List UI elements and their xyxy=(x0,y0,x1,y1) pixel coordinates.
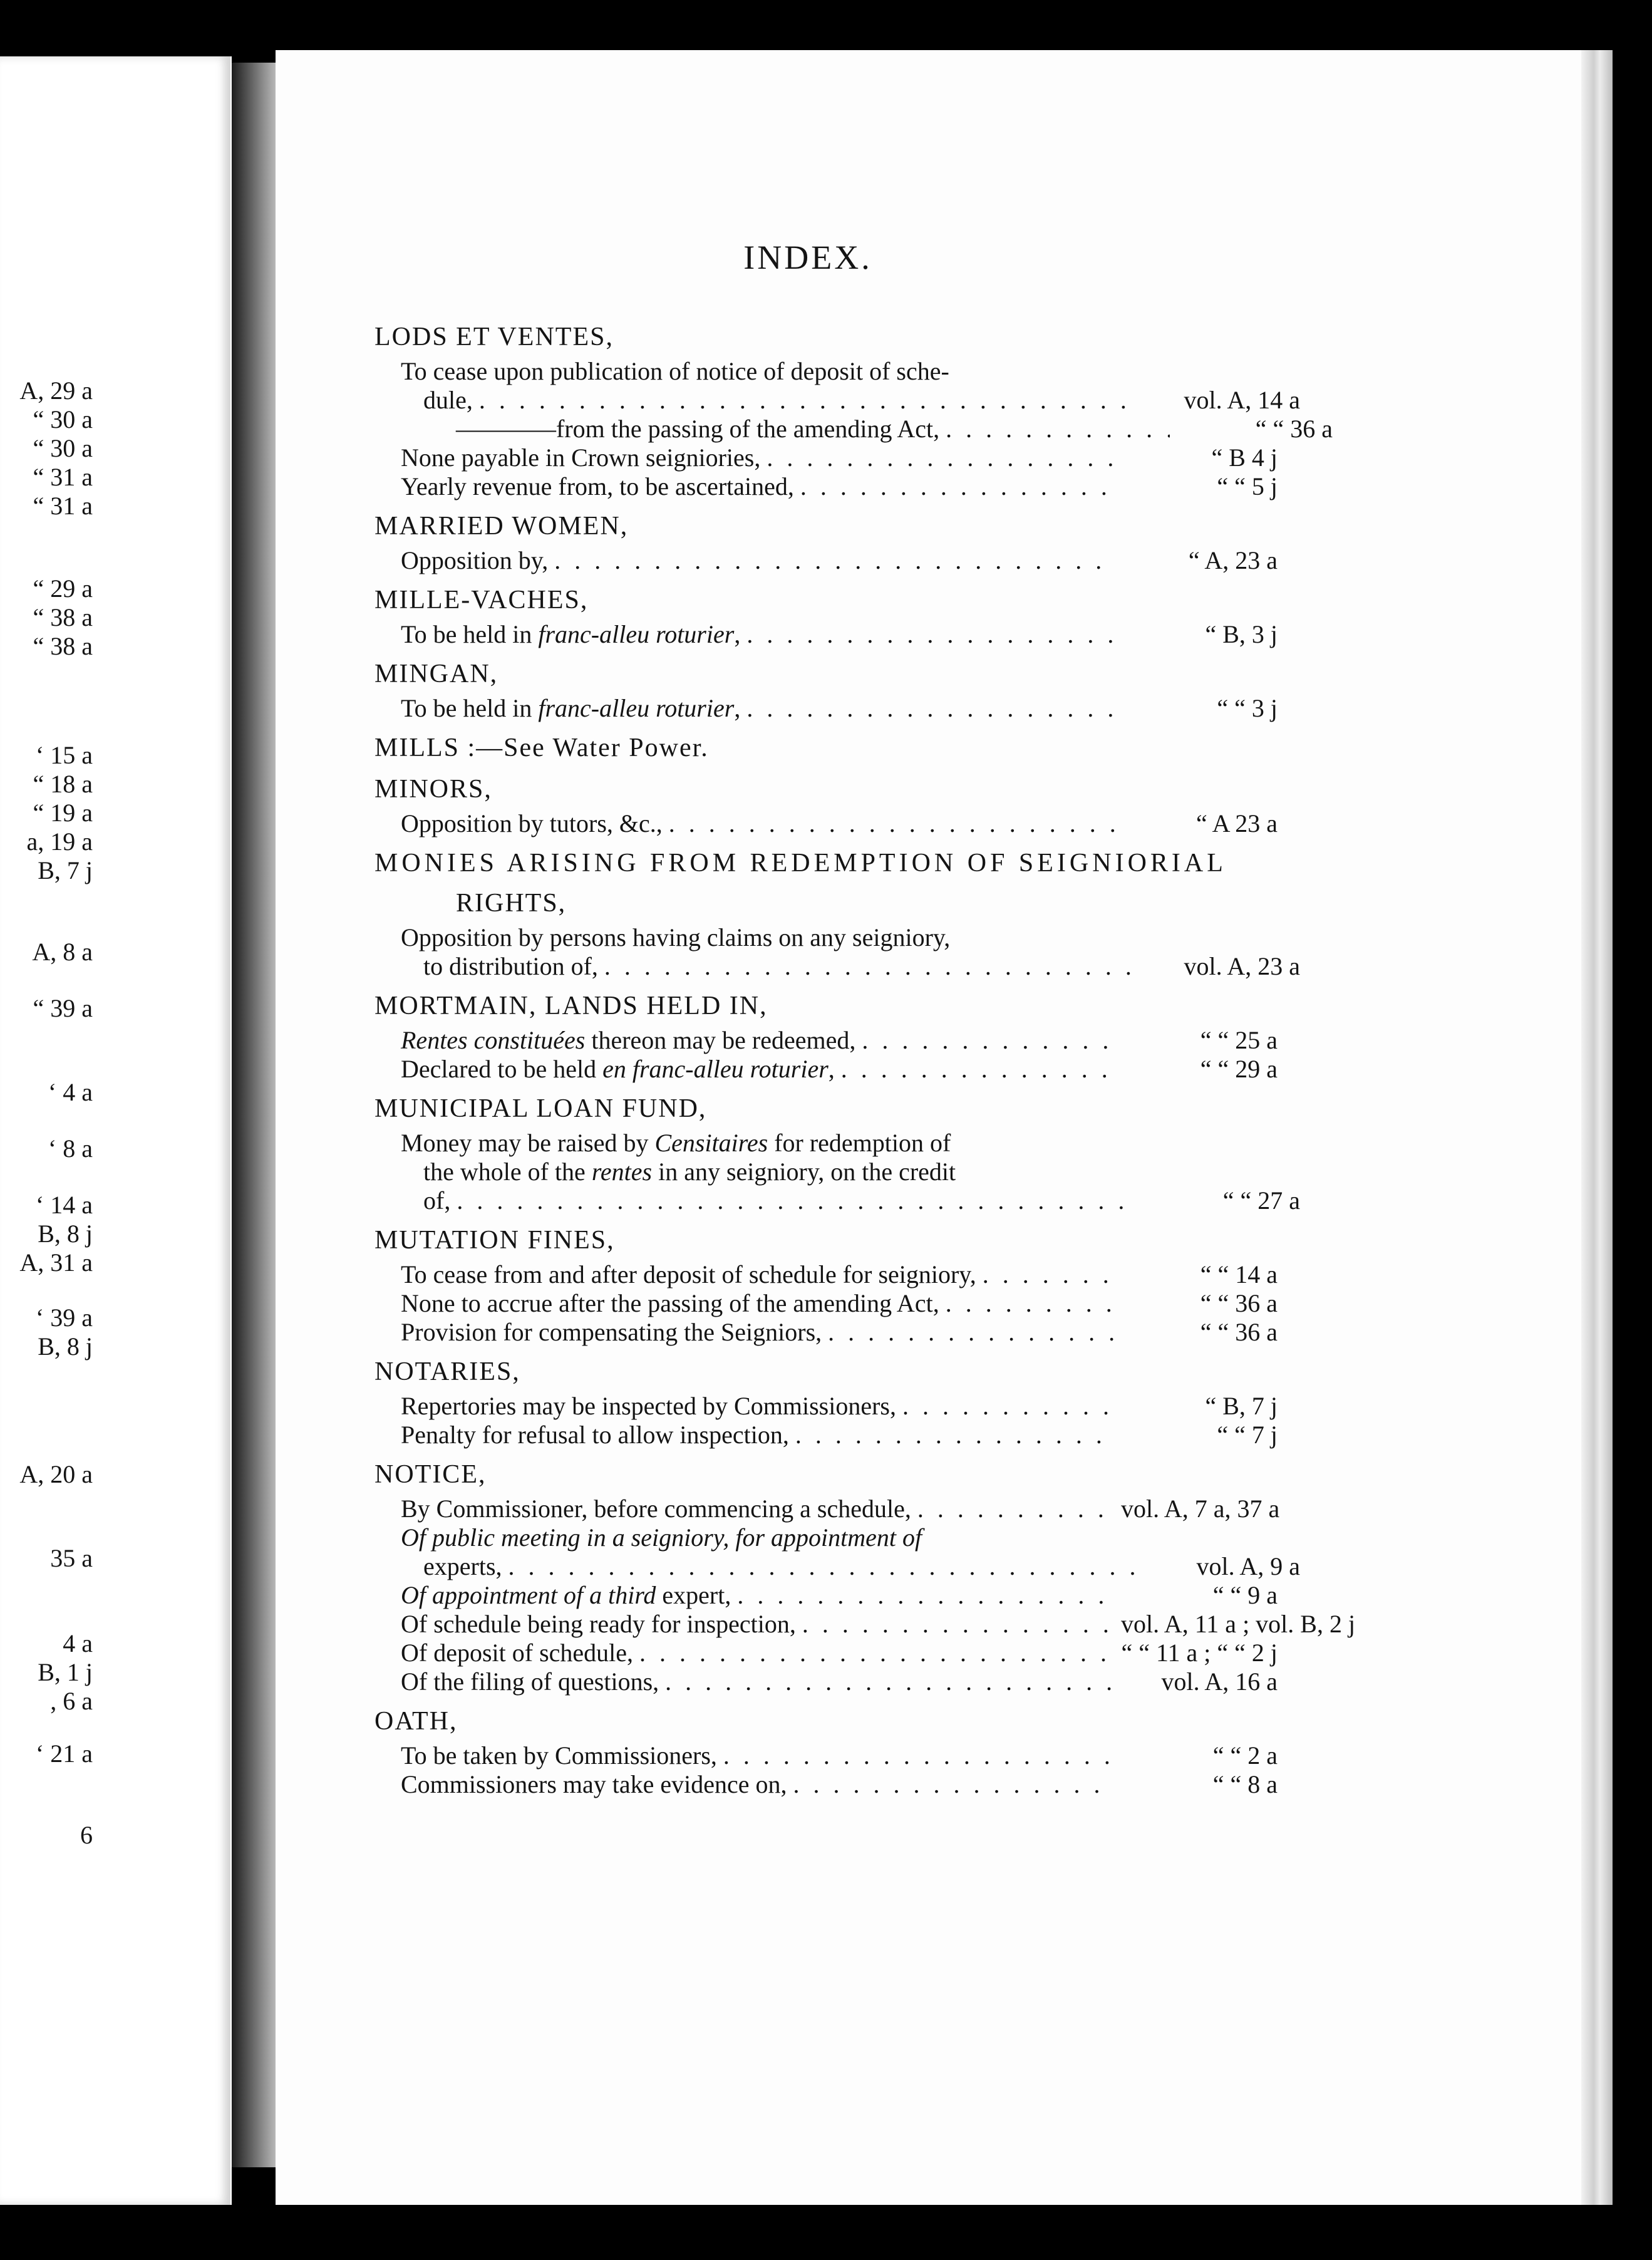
entry-line-text: Opposition by tutors, &c., xyxy=(401,809,663,837)
entry-line-text: Declared to be held en franc-alleu roturier, xyxy=(401,1055,835,1083)
index-entries xyxy=(374,313,1552,1808)
entry-line-text: experts, xyxy=(423,1552,502,1580)
entry-reference: “ B, 7 j xyxy=(1205,1392,1278,1420)
entry-line xyxy=(374,546,1278,575)
entry-line-text: dule, xyxy=(423,386,473,414)
entry-line xyxy=(374,1026,1278,1055)
leader-dots xyxy=(917,1495,1115,1523)
left-page-fragment xyxy=(0,56,232,2205)
entry-line-text: To be taken by Commissioners, xyxy=(401,1741,717,1770)
entry-line xyxy=(374,1421,1278,1449)
left-page-reference: “ 38 a xyxy=(33,603,93,631)
left-page-reference: “ 30 a xyxy=(33,405,93,433)
entry-reference: “ “ 36 a xyxy=(1255,415,1333,443)
leader-dots xyxy=(800,472,1115,501)
entry-line xyxy=(374,415,1333,443)
entry-reference: vol. A, 14 a xyxy=(1184,386,1300,414)
entry-line-text: Provision for compensating the Seigniors, xyxy=(401,1318,822,1346)
entry-reference: “ “ 14 a xyxy=(1200,1260,1278,1288)
left-page-reference: “ 38 a xyxy=(33,632,93,660)
index-entry xyxy=(374,321,1552,501)
entry-line-text: Commissioners may take evidence on, xyxy=(401,1770,787,1798)
index-entry xyxy=(374,1458,1552,1696)
entry-line-text: To be held in franc-alleu roturier, xyxy=(401,620,741,648)
leader-dots xyxy=(862,1026,1115,1055)
entry-heading: MARRIED WOMEN, xyxy=(374,512,629,541)
entry-line xyxy=(374,1055,1278,1084)
entry-reference: “ A, 23 a xyxy=(1188,546,1278,574)
index-entry xyxy=(374,990,1552,1084)
entry-heading: MILLE-VACHES, xyxy=(374,586,589,614)
entry-heading: MUTATION FINES, xyxy=(374,1226,615,1255)
entry-line-text: ————from the passing of the amending Act, xyxy=(456,415,940,443)
left-page-reference: “ 18 a xyxy=(33,770,93,798)
entry-heading: MONIES ARISING FROM REDEMPTION OF SEIGNIORIAL xyxy=(374,849,1227,878)
entry-text: To cease upon publication of notice of deposit of sche- xyxy=(401,357,949,385)
entry-line-text: Of the filing of questions, xyxy=(401,1667,659,1696)
leader-dots xyxy=(746,694,1115,723)
entry-heading: MINGAN, xyxy=(374,660,498,688)
entry-line-text: None to accrue after the passing of the amending Act, xyxy=(401,1289,939,1317)
entry-line xyxy=(374,1392,1278,1421)
entry-line xyxy=(374,620,1278,649)
entry-line xyxy=(374,472,1278,501)
book-gutter xyxy=(232,63,276,2167)
entry-reference: “ “ 27 a xyxy=(1222,1186,1300,1215)
entry-reference: “ “ 2 a xyxy=(1212,1741,1278,1770)
leader-dots xyxy=(946,415,1170,443)
left-page-reference: A, 20 a xyxy=(19,1460,93,1488)
leader-dots xyxy=(479,386,1137,415)
entry-line xyxy=(374,443,1278,472)
index-entry xyxy=(374,732,1552,764)
entry-line xyxy=(374,1186,1300,1215)
leader-dots xyxy=(902,1392,1115,1421)
leader-dots xyxy=(767,443,1115,472)
left-page-reference: “ 29 a xyxy=(33,574,93,603)
leader-dots xyxy=(983,1260,1115,1289)
entry-reference: “ “ 3 j xyxy=(1217,694,1278,722)
entry-line-text: Rentes constituées thereon may be redeemed, xyxy=(401,1026,856,1054)
entry-line xyxy=(374,1639,1278,1667)
entry-heading: MILLS :—See Water Power. xyxy=(374,733,709,762)
entry-heading: MORTMAIN, LANDS HELD IN, xyxy=(374,992,768,1020)
entry-line-text: of, xyxy=(423,1186,451,1215)
left-page-reference: “ 31 a xyxy=(33,492,93,520)
entry-line xyxy=(374,952,1300,981)
entry-line xyxy=(374,1318,1278,1347)
leader-dots xyxy=(723,1741,1115,1770)
entry-reference: “ “ 25 a xyxy=(1200,1026,1278,1054)
left-page-reference: “ 39 a xyxy=(33,994,93,1022)
leader-dots xyxy=(457,1186,1137,1215)
entry-line-text: To be held in franc-alleu roturier, xyxy=(401,694,741,722)
left-page-reference: B, 1 j xyxy=(38,1658,93,1686)
entry-reference: “ B 4 j xyxy=(1211,443,1278,472)
entry-text: Money may be raised by Censitaires for redemption of xyxy=(401,1129,951,1157)
left-page-reference: A, 29 a xyxy=(19,376,93,405)
entry-line-text: To cease from and after deposit of schedule for seigniory, xyxy=(401,1260,976,1288)
left-page-reference: ‘ 8 a xyxy=(48,1134,93,1163)
leader-dots xyxy=(802,1610,1115,1639)
leader-dots xyxy=(604,952,1137,981)
left-page-reference: “ 30 a xyxy=(33,434,93,462)
entry-reference: “ “ 5 j xyxy=(1217,472,1278,500)
left-page-reference: ‘ 21 a xyxy=(35,1739,93,1768)
page-title: INDEX. xyxy=(743,239,872,276)
entry-heading: MUNICIPAL LOAN FUND, xyxy=(374,1094,707,1123)
left-page-reference: ‘ 4 a xyxy=(48,1078,93,1106)
leader-dots xyxy=(669,809,1115,838)
entry-line xyxy=(374,1770,1278,1799)
entry-reference: “ “ 29 a xyxy=(1200,1055,1278,1083)
entry-heading: MINORS, xyxy=(374,775,492,804)
entry-reference: vol. A, 23 a xyxy=(1184,952,1300,980)
entry-line xyxy=(374,1495,1278,1523)
index-page xyxy=(276,50,1613,2205)
leader-dots xyxy=(828,1318,1115,1347)
entry-reference: vol. A, 7 a, 37 a xyxy=(1121,1495,1280,1523)
index-entry xyxy=(374,584,1552,649)
page-edge xyxy=(1581,50,1613,2205)
leader-dots xyxy=(793,1770,1115,1799)
entry-line xyxy=(374,1741,1278,1770)
entry-heading: NOTICE, xyxy=(374,1460,487,1489)
left-page-reference: 35 a xyxy=(50,1544,93,1572)
entry-line xyxy=(374,809,1278,838)
entry-line xyxy=(374,1260,1278,1289)
entry-heading-continued: RIGHTS, xyxy=(456,889,567,918)
entry-line-text: Of schedule being ready for inspection, xyxy=(401,1610,796,1638)
leader-dots xyxy=(554,546,1115,575)
index-entry xyxy=(374,1092,1552,1215)
entry-line xyxy=(374,1289,1278,1318)
left-page-reference: ‘ 39 a xyxy=(35,1304,93,1332)
leader-dots xyxy=(639,1639,1115,1667)
entry-line-text: to distribution of, xyxy=(423,952,598,980)
left-page-reference: ‘ 14 a xyxy=(35,1191,93,1219)
entry-heading: LODS ET VENTES, xyxy=(374,323,614,351)
index-entry xyxy=(374,847,1552,981)
index-entry xyxy=(374,658,1552,723)
left-page-reference: B, 8 j xyxy=(38,1220,93,1248)
left-page-reference: A, 31 a xyxy=(19,1248,93,1277)
entry-heading: NOTARIES, xyxy=(374,1357,520,1386)
entry-text: Of public meeting in a seigniory, for appointment of xyxy=(401,1523,922,1552)
left-page-reference: “ 31 a xyxy=(33,463,93,491)
entry-line-text: Opposition by, xyxy=(401,546,549,574)
index-entry xyxy=(374,1705,1552,1799)
entry-reference: “ “ 9 a xyxy=(1212,1581,1278,1609)
entry-reference: vol. A, 9 a xyxy=(1196,1552,1300,1580)
entry-reference: “ A 23 a xyxy=(1196,809,1278,837)
entry-line xyxy=(374,1610,1356,1639)
entry-reference: “ “ 8 a xyxy=(1212,1770,1278,1798)
entry-line xyxy=(374,386,1300,415)
entry-line xyxy=(374,1581,1278,1610)
leader-dots xyxy=(946,1289,1115,1318)
index-entry xyxy=(374,1224,1552,1347)
entry-reference: “ “ 11 a ; “ “ 2 j xyxy=(1121,1639,1278,1667)
entry-line-text: Repertories may be inspected by Commissioners, xyxy=(401,1392,896,1420)
left-page-reference: ‘ 15 a xyxy=(35,741,93,769)
index-entry xyxy=(374,1355,1552,1449)
leader-dots xyxy=(737,1581,1115,1610)
leader-dots xyxy=(841,1055,1115,1084)
entry-line xyxy=(374,1667,1278,1696)
left-page-reference: a, 19 a xyxy=(26,827,93,856)
leader-dots xyxy=(795,1421,1115,1449)
entry-reference: vol. A, 11 a ; vol. B, 2 j xyxy=(1121,1610,1356,1638)
left-page-reference: “ 19 a xyxy=(33,799,93,827)
entry-line xyxy=(374,1552,1300,1581)
entry-reference: vol. A, 16 a xyxy=(1161,1667,1278,1696)
entry-line-text: Of deposit of schedule, xyxy=(401,1639,634,1667)
entry-reference: “ “ 36 a xyxy=(1200,1318,1278,1346)
entry-line xyxy=(374,694,1278,723)
left-page-reference: 4 a xyxy=(63,1629,93,1657)
entry-heading: OATH, xyxy=(374,1707,458,1736)
entry-line-text: Of appointment of a third expert, xyxy=(401,1581,731,1609)
entry-line-text: Yearly revenue from, to be ascertained, xyxy=(401,472,794,500)
entry-reference: “ “ 7 j xyxy=(1217,1421,1278,1449)
index-entry xyxy=(374,773,1552,838)
entry-reference: “ B, 3 j xyxy=(1205,620,1278,648)
leader-dots xyxy=(509,1552,1137,1581)
entry-line-text: Penalty for refusal to allow inspection, xyxy=(401,1421,789,1449)
index-entry xyxy=(374,510,1552,575)
entry-text: Opposition by persons having claims on any seigniory, xyxy=(401,923,951,951)
left-page-reference: , 6 a xyxy=(50,1687,93,1715)
entry-line-text: By Commissioner, before commencing a schedule, xyxy=(401,1495,911,1523)
left-page-reference: 6 xyxy=(80,1821,93,1849)
left-page-reference: B, 7 j xyxy=(38,856,93,884)
leader-dots xyxy=(746,620,1115,649)
entry-text: the whole of the rentes in any seigniory, on the credit xyxy=(423,1158,956,1186)
entry-line-text: None payable in Crown seigniories, xyxy=(401,443,761,472)
leader-dots xyxy=(665,1667,1115,1696)
left-page-reference: B, 8 j xyxy=(38,1332,93,1361)
left-page-reference: A, 8 a xyxy=(32,938,93,966)
entry-reference: “ “ 36 a xyxy=(1200,1289,1278,1317)
